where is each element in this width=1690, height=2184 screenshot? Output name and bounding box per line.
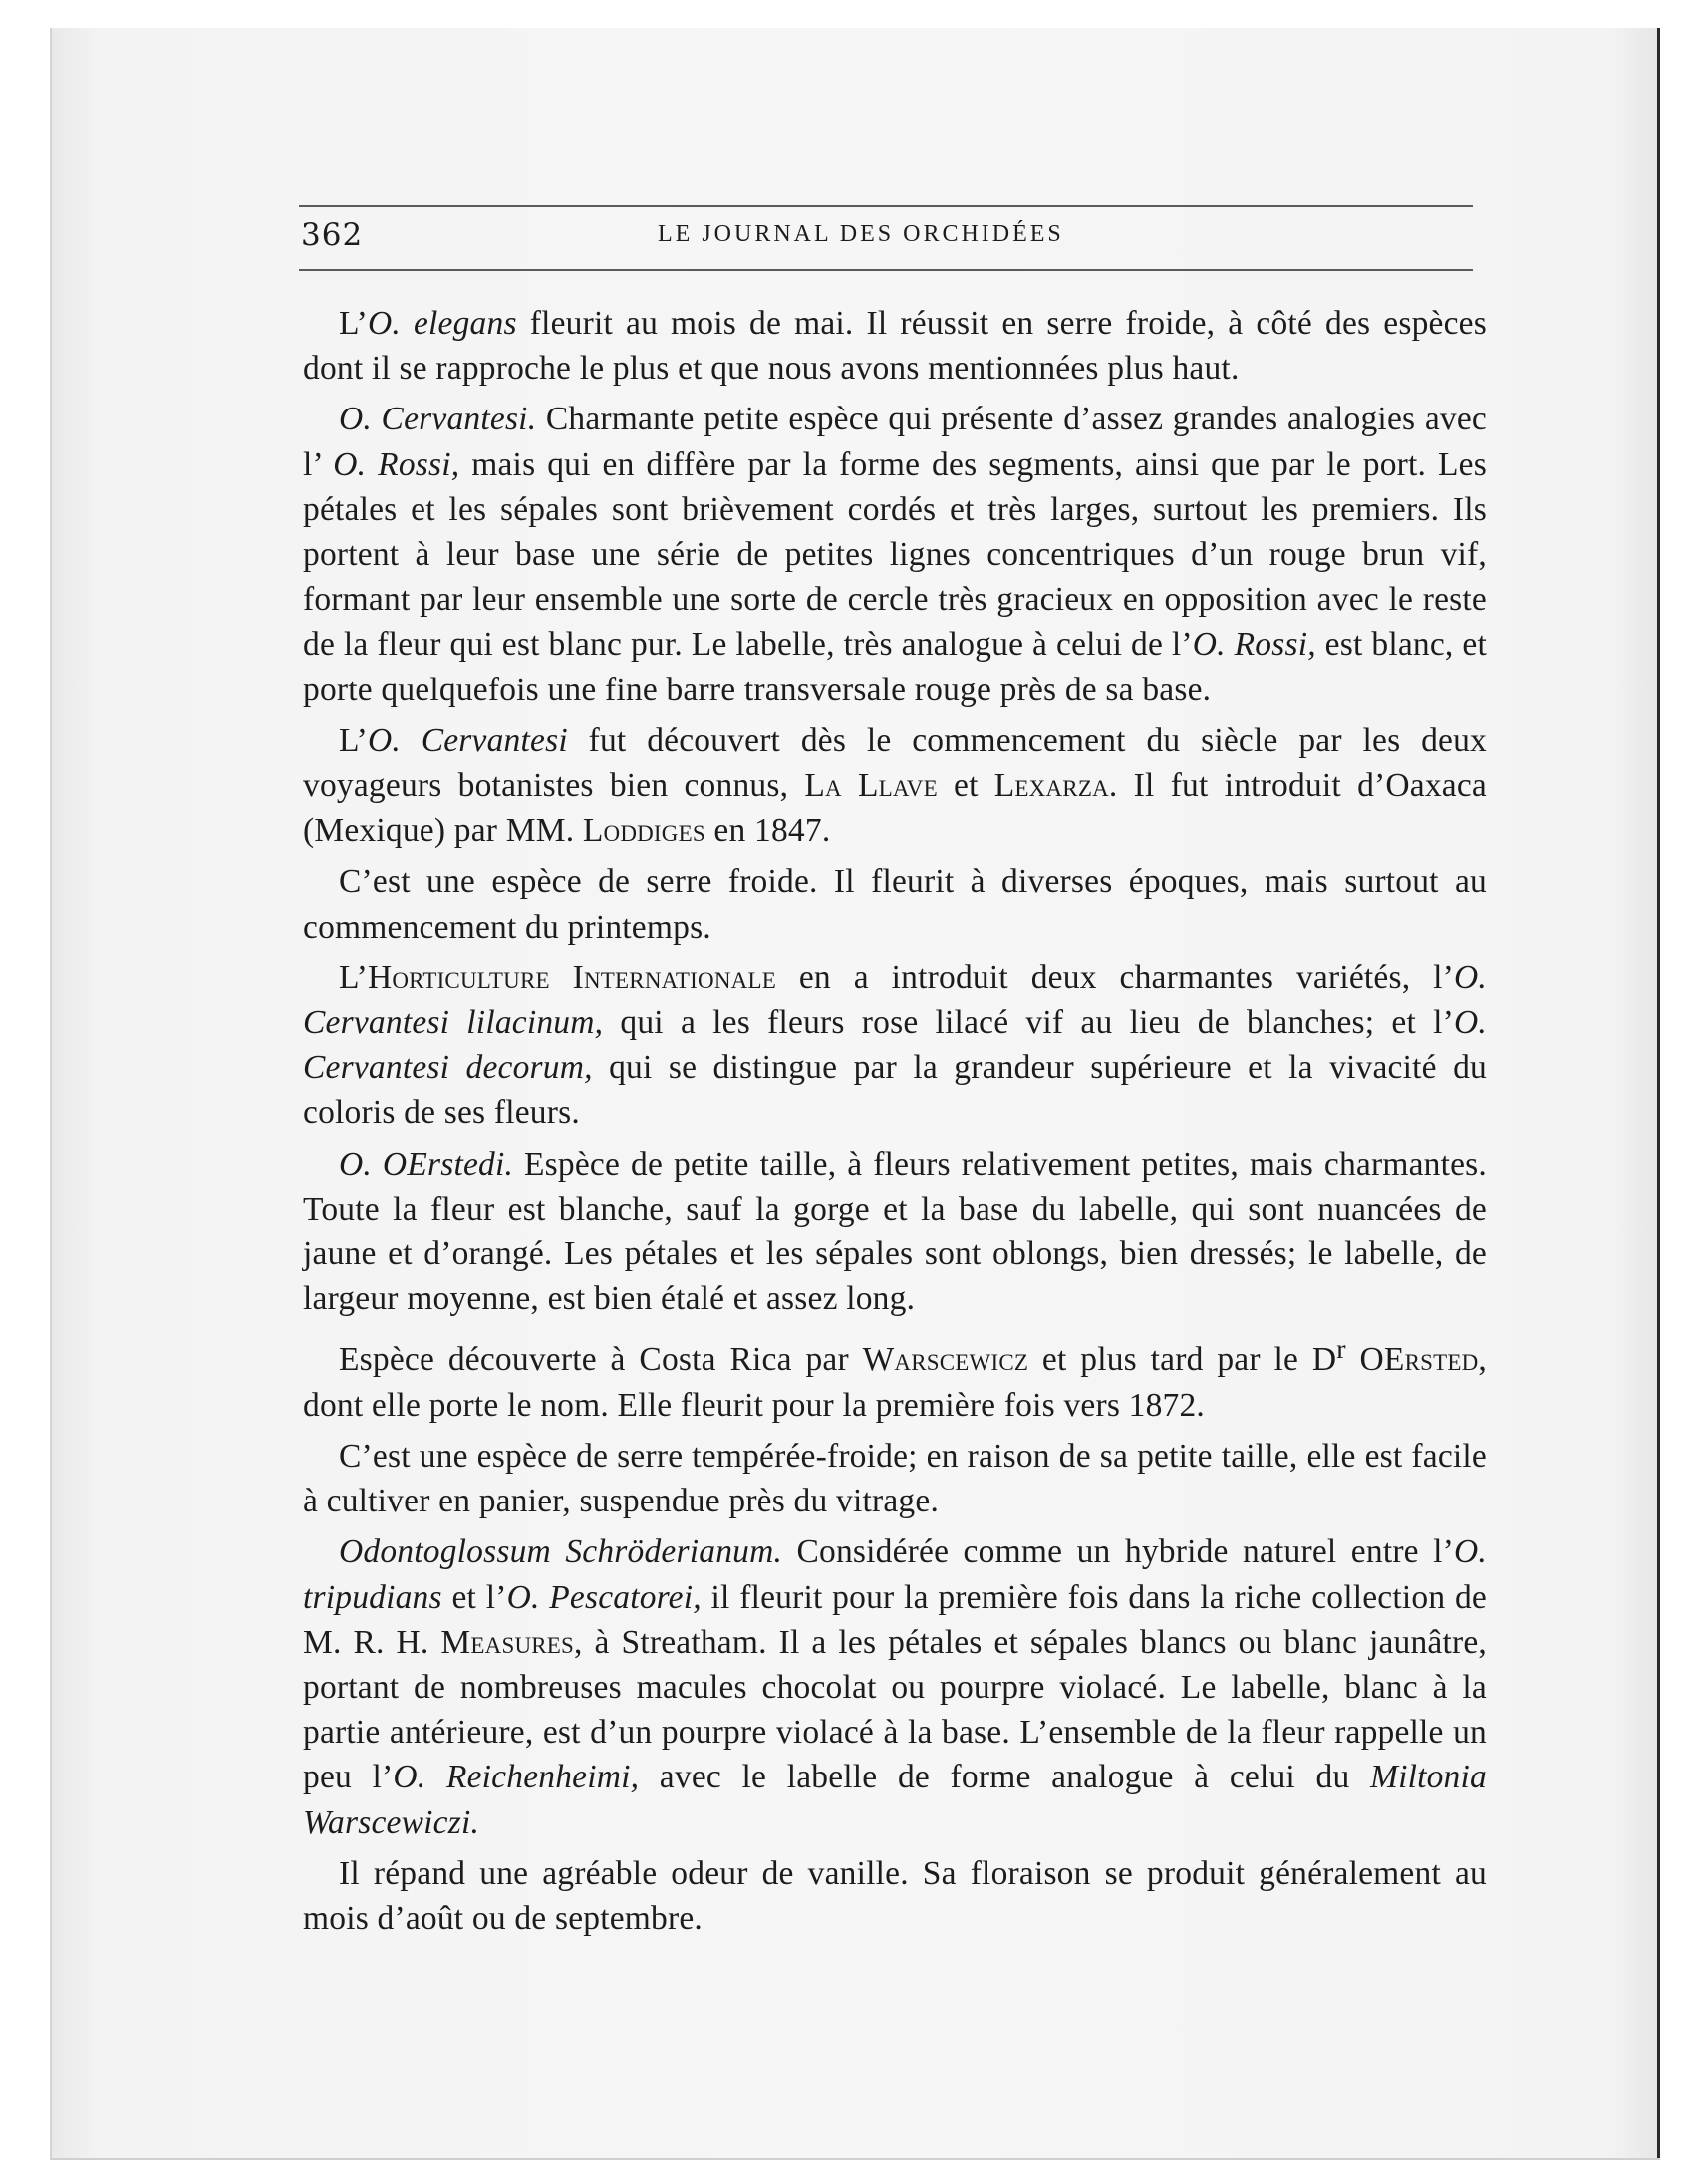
paragraph-schroderianum [303, 1529, 1487, 1844]
text-run: en a introduit deux charmantes variétés, l’ [775, 958, 1455, 996]
paragraph-o-cervantesi [303, 397, 1487, 711]
header-rule-bottom [299, 269, 1473, 271]
person-name: OErsted [1359, 1341, 1479, 1379]
text-run: en 1847. [704, 812, 831, 850]
text-run: Charmante petite espèce qui présente d’assez grandes analogies avec l’ [303, 401, 1487, 483]
species-name: O. Pescatorei, [506, 1578, 702, 1616]
text-run: et [937, 767, 994, 805]
page-edge-bottom [50, 2158, 1660, 2160]
paragraph-vanilla [303, 1851, 1487, 1941]
superscript: r [1336, 1334, 1346, 1366]
paragraph-varieties [303, 956, 1487, 1136]
paragraph-costa-rica [303, 1327, 1487, 1428]
page-number: 362 [301, 217, 364, 253]
species-name: O. Cervantesi [367, 721, 568, 759]
institution-name: Horticulture Internationale [367, 958, 776, 996]
species-name: O. Cervantesi lilacinum, [303, 958, 1487, 1042]
paragraph-temperate [303, 1434, 1487, 1523]
text-run: Espèce de petite taille, à fleurs relativement petites, mais charmantes. Toute la fleur est blanche, sauf la gorge et la base du labelle, qui sont nuancées de jaune et d’orangé. Les pétales et les sépales sont oblongs, bien dressés; le labelle, de largeur moyenne, est bien étalé et assez long. [303, 1145, 1487, 1318]
text-run: L’ [339, 721, 368, 759]
paragraph-o-elegans [303, 301, 1487, 391]
person-name: Lexarza [993, 767, 1109, 805]
paragraph-culture [303, 859, 1487, 949]
species-name: Odontoglossum Schröderianum. [339, 1533, 783, 1571]
species-name: Miltonia Warscewiczi. [303, 1759, 1487, 1841]
text-run: Il répand une agréable odeur de vanille. Sa floraison se produit généralement au mois d’août ou de septembre. [303, 1854, 1487, 1938]
text-run: qui se distingue par la grandeur supérieure et la vivacité du coloris de ses fleurs. [303, 1049, 1487, 1132]
text-run: C’est une espèce de serre tempérée-froide; en raison de sa petite taille, elle est facile à cultiver en panier, suspendue près du vitrage. [303, 1438, 1487, 1520]
article-body [303, 301, 1487, 1941]
page-edge-right [1657, 28, 1660, 2160]
text-run: il fleurit pour la première fois dans la riche collection de M. R. H. [303, 1578, 1487, 1661]
species-name: O. OErstedi. [339, 1145, 514, 1183]
person-name: Loddiges [582, 812, 705, 850]
text-run: C’est une espèce de serre froide. Il fleurit à diverses époques, mais surtout au commencement du printemps. [303, 863, 1487, 946]
species-name: O. Reichenheimi, [393, 1759, 640, 1796]
running-title: LE JOURNAL DES ORCHIDÉES [658, 221, 1064, 247]
species-name: O. Rossi, [1192, 626, 1316, 664]
text-run: qui a les fleurs rose lilacé vif au lieu de blanches; et l’ [603, 1004, 1455, 1042]
text-run: Considérée comme un hybride naturel entre l’ [782, 1533, 1455, 1571]
text-run: et plus tard par le D [1028, 1341, 1337, 1379]
text-run: L’ [339, 305, 368, 342]
person-name: Measures [440, 1623, 575, 1661]
text-run [1346, 1342, 1360, 1379]
text-run: . Il fut introduit d’Oaxaca (Mexique) par MM. [303, 767, 1487, 850]
text-run: Espèce découverte à Costa Rica par [339, 1341, 863, 1379]
text-run: avec le labelle de forme analogue à celui du [639, 1759, 1370, 1796]
species-name: O. Cervantesi. [339, 401, 537, 438]
text-run: fleurit au mois de mai. Il réussit en serre froide, à côté des espèces dont il se rapproche le plus et que nous avons mentionnées plus haut. [303, 305, 1487, 388]
paragraph-discovery [303, 718, 1487, 854]
text-run: L’ [339, 958, 368, 996]
species-name: O. Rossi, [333, 445, 460, 483]
text-run: , dont elle porte le nom. Elle fleurit pour la première fois vers 1872. [303, 1341, 1487, 1424]
text-run: est blanc, et porte quelquefois une fine barre transversale rouge près de sa base. [303, 626, 1487, 708]
text-run: mais qui en diffère par la forme des segments, ainsi que par le port. Les pétales et les sépales sont brièvement cordés et très larges, surtout les premiers. Ils portent à leur base une série de petites lignes concentriques d’un rouge brun vif, formant par leur ensemble une sorte de cercle très gracieux en opposition avec le reste de la fleur qui est blanc pur. Le labelle, très analogue à celui de l’ [303, 445, 1487, 664]
text-run: , à Streatham. Il a les pétales et sépales blancs ou blanc jaunâtre, portant de nombreuses macules chocolat ou pourpre violacé. Le labelle, blanc à la partie antérieure, est d’un pourpre violacé à la base. L’ensemble de la fleur rappelle un peu l’ [303, 1623, 1488, 1796]
species-name: O. Cervantesi decorum, [303, 1004, 1487, 1087]
header-rule-top [299, 205, 1473, 207]
person-name: Warscewicz [862, 1341, 1029, 1379]
text-run: fut découvert dès le commencement du siècle par les deux voyageurs botanistes bien connus, [303, 721, 1487, 805]
person-name: La Llave [804, 767, 938, 805]
species-name: O. tripudians [303, 1533, 1487, 1616]
text-run: et l’ [441, 1578, 507, 1616]
species-name: O. elegans [367, 305, 517, 342]
paragraph-o-oerstedi [303, 1142, 1487, 1322]
